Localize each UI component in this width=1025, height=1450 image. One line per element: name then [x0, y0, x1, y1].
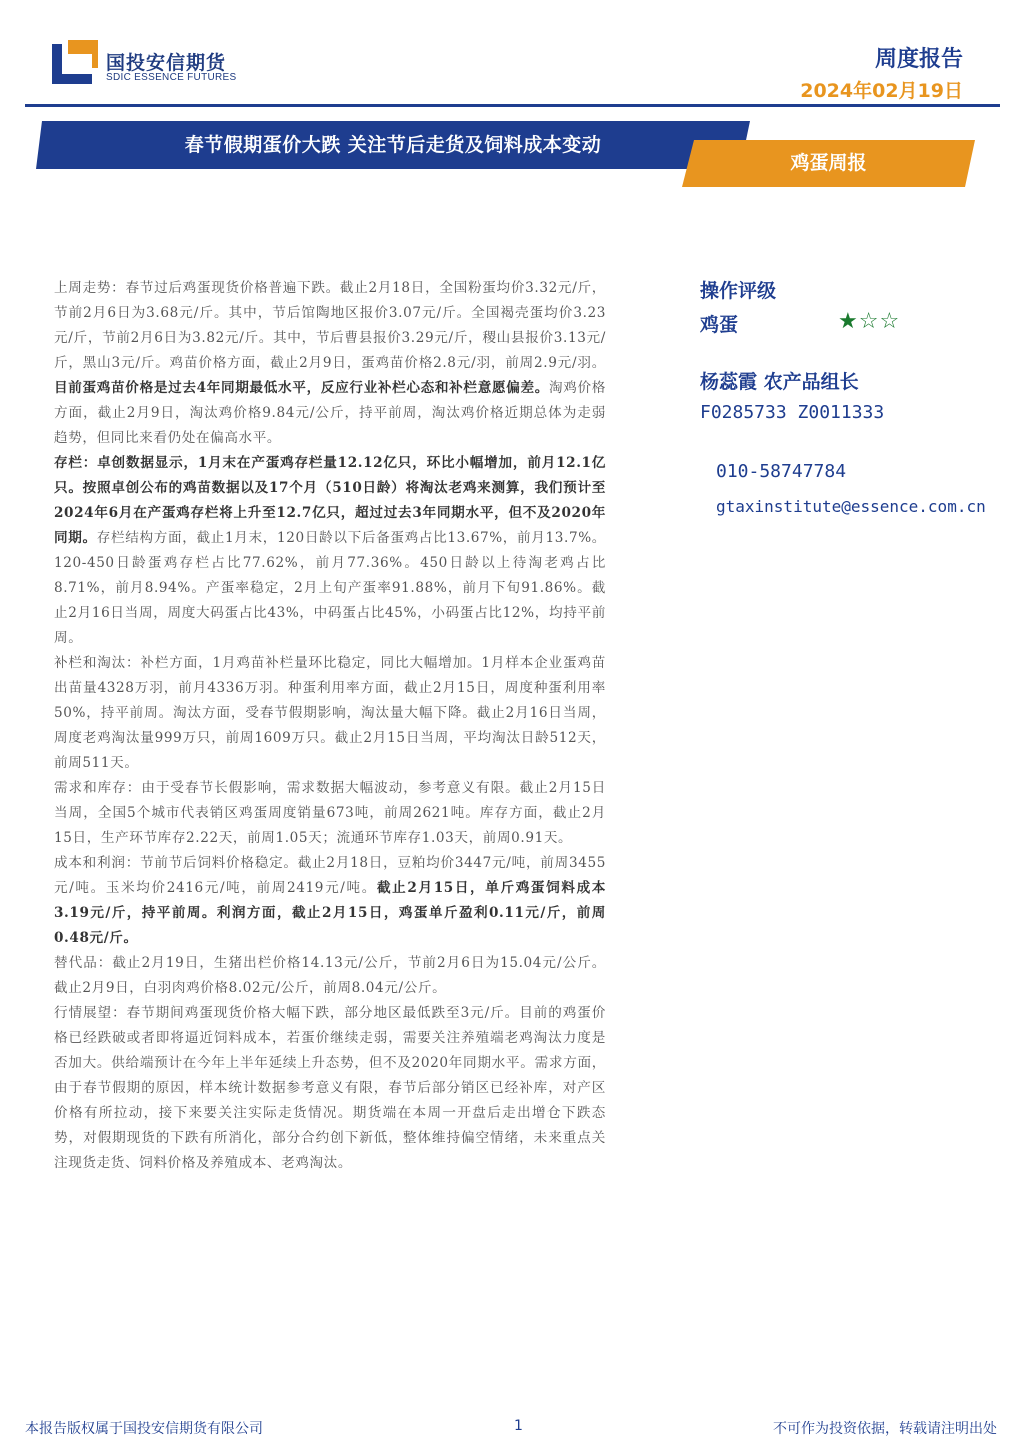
company-name-cn: 国投安信期货 [106, 52, 227, 74]
paragraph-label: 存栏： [54, 455, 98, 471]
contact-phone: 010-58747784 [716, 461, 847, 482]
rating-heading: 操作评级 [700, 280, 777, 302]
paragraph-restock-culling [54, 651, 606, 776]
paragraph-inventory [54, 451, 606, 651]
report-date: 2024年02月19日 [800, 80, 963, 102]
paragraph-text: 存栏结构方面，截止1月末，120日龄以下后备蛋鸡占比13.67%，前月13.7%。120-450日龄蛋鸡存栏占比77.62%，前月77.36%。450日龄以上待淘老鸡占比8.71%，前月8.94%。产蛋率稳定，2月上旬产蛋率91.88%，前月下旬91.86%。截止2月16日当周，周度大码蛋占比43%，中码蛋占比45%，小码蛋占比12%，均持平前周。 [54, 530, 606, 646]
paragraph-label: 替代品： [54, 955, 113, 971]
footer-copyright: 本报告版权属于国投安信期货有限公司 [25, 1421, 263, 1437]
company-logo-icon [52, 40, 98, 84]
report-name-banner [682, 140, 975, 187]
paragraph-substitutes [54, 951, 606, 1001]
paragraph-weekly-trend [54, 276, 606, 451]
paragraph-label: 行情展望： [54, 1005, 127, 1021]
paragraph-highlight: 截止2月15日，单斤鸡蛋饲料成本3.19元/斤，持平前周。利润方面，截止2月15日，鸡蛋单斤盈利0.11元/斤，前周0.48元/斤。 [54, 880, 607, 946]
title-banner [36, 121, 750, 169]
analyst-cert: F0285733 Z0011333 [700, 402, 885, 423]
company-name-en: SDIC ESSENCE FUTURES [106, 72, 237, 83]
paragraph-label: 上周走势： [54, 280, 126, 296]
paragraph-text: 补栏方面，1月鸡苗补栏量环比稳定，同比大幅增加。1月样本企业蛋鸡苗出苗量4328万羽，前月4336万羽。种蛋利用率方面，截止2月15日，周度种蛋利用率50%，持平前周。淘汰方面，受春节假期影响，淘汰量大幅下降。截止2月16日当周，周度老鸡淘汰量999万只，前周1609万只。截止2月15日当周，平均淘汰日龄512天，前周511天。 [54, 655, 606, 771]
report-title: 春节假期蛋价大跌 关注节后走货及饲料成本变动 [184, 134, 602, 156]
rating-product: 鸡蛋 [700, 314, 739, 336]
paragraph-highlight: 目前蛋鸡苗价格是过去4年同期最低水平，反应行业补栏心态和补栏意愿偏差。 [54, 380, 550, 396]
paragraph-outlook [54, 1001, 606, 1176]
report-type: 周度报告 [874, 47, 963, 72]
paragraph-label: 成本和利润： [54, 855, 141, 871]
paragraph-text: 春节过后鸡蛋现货价格普遍下跌。截止2月18日，全国粉蛋均价3.32元/斤，节前2月6日为3.68元/斤。其中，节后馆陶地区报价3.07元/斤。全国褐壳蛋均价3.23元/斤，节前2月6日为3.82元/斤。其中，节后曹县报价3.29元/斤，稷山县报价3.13元/斤，黑山3元/斤。鸡苗价格方面，截止2月9日，蛋鸡苗价格2.8元/羽，前周2.9元/羽。 [54, 280, 606, 371]
paragraph-text: 截止2月19日，生猪出栏价格14.13元/公斤，节前2月6日为15.04元/公斤。截止2月9日，白羽肉鸡价格8.02元/公斤，前周8.04元/公斤。 [54, 955, 606, 996]
page-number: 1 [514, 1418, 523, 1434]
footer-disclaimer: 不可作为投资依据，转载请注明出处 [773, 1421, 997, 1437]
contact-email[interactable]: gtaxinstitute@essence.com.cn [716, 497, 986, 516]
paragraph-cost-profit [54, 851, 606, 951]
paragraph-label: 需求和库存： [54, 780, 142, 796]
paragraph-text: 淘鸡价格方面，截止2月9日，淘汰鸡价格9.84元/公斤，持平前周，淘汰鸡价格近期总体为走弱趋势，但同比来看仍处在偏高水平。 [54, 380, 606, 446]
report-name: 鸡蛋周报 [790, 152, 867, 174]
report-body [54, 276, 606, 1176]
paragraph-demand-stock [54, 776, 606, 851]
analyst-name: 杨蕊霞 农产品组长 [700, 371, 859, 393]
paragraph-label: 补栏和淘汰： [54, 655, 141, 671]
rating-star-icon: ★☆☆ [838, 309, 901, 334]
paragraph-text: 由于受春节长假影响，需求数据大幅波动，参考意义有限。截止2月15日当周，全国5个城市代表销区鸡蛋周度销量673吨，前周2621吨。库存方面，截止2月15日，生产环节库存2.22天，前周1.05天；流通环节库存1.03天，前周0.91天。 [54, 780, 606, 846]
paragraph-highlight: 卓创数据显示，1月末在产蛋鸡存栏量12.12亿只，环比小幅增加，前月12.1亿只。按照卓创公布的鸡苗数据以及17个月（510日龄）将淘汰老鸡来测算，我们预计至2024年6月在产蛋鸡存栏将上升至12.7亿只，超过过去3年同期水平，但不及2020年同期。 [54, 455, 606, 546]
header-divider [25, 104, 1000, 107]
paragraph-text: 节前节后饲料价格稳定。截止2月18日，豆粕均价3447元/吨，前周3455元/吨。玉米均价2416元/吨，前周2419元/吨。 [54, 855, 606, 896]
paragraph-text: 春节期间鸡蛋现货价格大幅下跌，部分地区最低跌至3元/斤。目前的鸡蛋价格已经跌破或者即将逼近饲料成本，若蛋价继续走弱，需要关注养殖端老鸡淘汰力度是否加大。供给端预计在今年上半年延续上升态势，但不及2020年同期水平。需求方面，由于春节假期的原因，样本统计数据参考意义有限，春节后部分销区已经补库，对产区价格有所拉动，接下来要关注实际走货情况。期货端在本周一开盘后走出增仓下跌态势，对假期现货的下跌有所消化，部分合约创下新低，整体维持偏空情绪，未来重点关注现货走货、饲料价格及养殖成本、老鸡淘汰。 [54, 1005, 606, 1171]
